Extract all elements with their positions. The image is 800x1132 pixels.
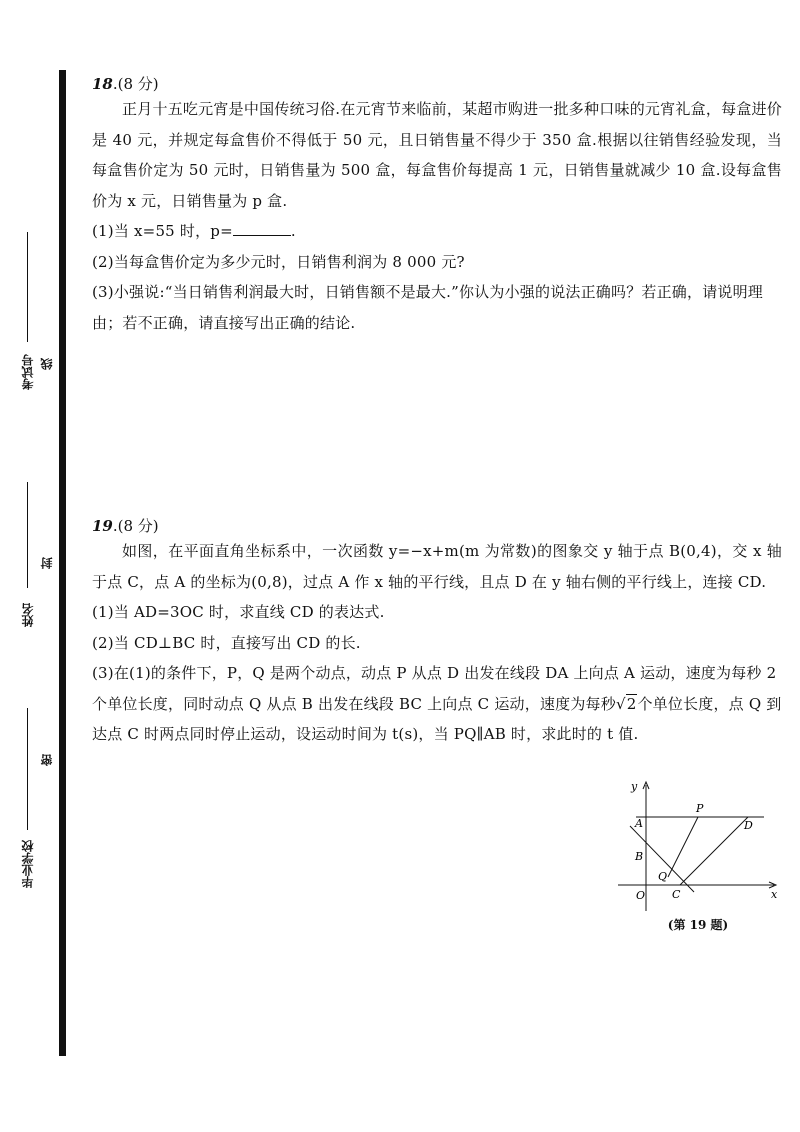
figure-caption: (第 19 题)	[667, 918, 729, 932]
question-18-header	[92, 74, 782, 94]
label-q: Q	[658, 870, 668, 883]
question-18-part-2: (2)当每盒售价定为多少元时，日销售利润为 8 000 元?	[92, 252, 465, 271]
school-line	[27, 708, 28, 830]
question-19-header	[92, 516, 782, 536]
binding-bar	[59, 70, 66, 1056]
name-field	[16, 482, 40, 627]
label-o: O	[636, 889, 646, 902]
answer-blank[interactable]	[233, 220, 291, 236]
question-19	[92, 516, 782, 750]
name-line	[27, 482, 28, 588]
question-19-part-3-after: 个单位长度，点 Q 到达点 C 时两点同时停止运动，设运动时间为 t(s)，当 PQ∥AB 时，求此时的 t 值.	[92, 694, 782, 743]
question-18-part-1-prefix: (1)当 x=55 时，p=	[92, 222, 233, 240]
label-c: C	[672, 888, 681, 901]
label-a: A	[635, 817, 643, 830]
figure-19	[612, 776, 784, 941]
exam-number-line	[27, 232, 28, 342]
question-18-part-1-suffix: .	[290, 222, 296, 240]
school-field	[16, 708, 40, 888]
question-19-part-1: (1)当 AD=3OC 时，求直线 CD 的表达式.	[92, 603, 385, 621]
question-19-part-3	[92, 658, 782, 750]
seal-char-mi: 密	[40, 754, 54, 766]
label-d: D	[744, 819, 753, 832]
question-18	[92, 74, 782, 338]
question-19-stem: 如图，在平面直角坐标系中，一次函数 y=−x+m(m 为常数)的图象交 y 轴于点 B(0,4)，交 x 轴于点 C，点 A 的坐标为(0,8)，过点 A 作 x 轴的平行线，且点 D 在 y 轴右侧的平行线上，连接 CD.	[92, 542, 782, 591]
school-label: 毕业学校	[21, 840, 35, 888]
seal-char-feng: 封	[40, 557, 54, 569]
label-x: x	[771, 888, 778, 901]
question-18-score: .(8 分)	[112, 75, 159, 93]
sqrt-radicand: 2	[626, 694, 637, 713]
label-p: P	[696, 802, 704, 815]
label-y: y	[631, 780, 638, 793]
question-18-part-1	[92, 216, 782, 247]
segment-pq	[668, 817, 698, 877]
question-19-score: .(8 分)	[112, 517, 159, 535]
label-b: B	[635, 850, 644, 863]
segment-cd	[680, 817, 748, 885]
question-18-part-3: (3)小强说:“当日销售利润最大时，日销售额不是最大.”你认为小强的说法正确吗？若正确，请说明理由；若不正确，请直接写出正确的结论.	[92, 283, 764, 332]
question-19-part-2: (2)当 CD⊥BC 时，直接写出 CD 的长.	[92, 633, 361, 652]
question-18-stem: 正月十五吃元宵是中国传统习俗.在元宵节来临前，某超市购进一批多种口味的元宵礼盒，每盒进价是 40 元，并规定每盒售价不得低于 50 元，且日销售量不得少于 350 盒.根据以往销售经验发现，当每盒售价定为 50 元时，日销售量为 500 盒，每盒售价每提高 1 元，日销售量就减少 10 盒.设每盒售价为 x 元，日销售量为 p 盒.	[92, 100, 782, 210]
exam-number-label: 考试号	[21, 354, 35, 390]
question-19-part-3-before: (3)在(1)的条件下，P，Q 是两个动点，动点 P 从点 D 出发在线段 DA 上向点 A 运动，速度为每秒 2 个单位长度，同时动点 Q 从点 B 出发在线段 BC 上向点 C 运动，速度为每秒	[92, 664, 777, 713]
coordinate-figure	[612, 776, 784, 916]
sqrt-expression: √2	[615, 694, 637, 713]
question-19-number: 19	[92, 517, 113, 535]
seal-char-xian: 线	[40, 358, 54, 370]
name-label: 姓名	[21, 603, 35, 627]
question-18-number: 18	[92, 75, 113, 93]
exam-number-field	[16, 232, 40, 390]
